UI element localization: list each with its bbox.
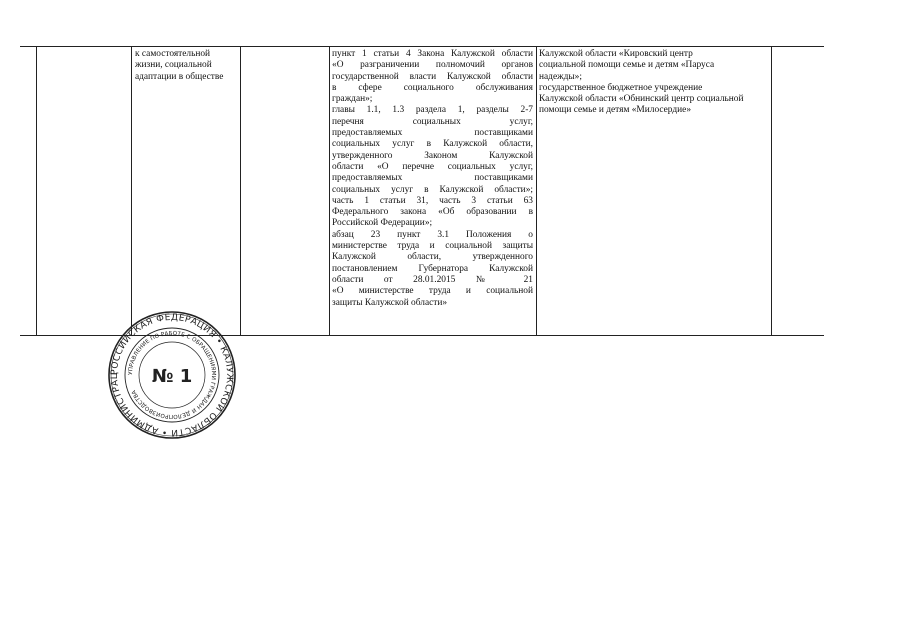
text-line: Калужской области «Обнинский центр социальной [539,94,744,105]
text-line: области от 28.01.2015 № 21 [332,274,533,285]
text-line: государственной власти Калужской области [332,71,533,82]
table-col-border [771,46,772,336]
text-line: жизни, социальной [135,60,212,71]
seal-number: № 1 [151,366,193,387]
text-line: предоставляемых поставщиками [332,128,533,139]
text-line: «О министерстве труда и социальной [332,286,533,297]
text-line: главы 1.1, 1.3 раздела 1, разделы 2-7 [332,105,533,116]
text-line: в сфере социального обслуживания [332,82,533,93]
text-line: граждан»; [332,94,373,105]
cell-institutions [539,49,771,117]
text-line: часть 1 статьи 31, часть 3 статьи 63 [332,195,533,206]
seal-outer-text: РОССИЙСКАЯ ФЕДЕРАЦИЯ • КАЛУЖСКОЙ ОБЛАСТИ • АДМИНИСТРАЦ [109,312,235,438]
text-line: постановлением Губернатора Калужской [332,263,533,274]
text-line: утвержденного Законом Калужской [332,150,533,161]
text-line: абзац 23 пункт 3.1 Положения о [332,229,533,240]
text-line: «О разграничении полномочий органов [332,60,533,71]
text-line: надежды»; [539,71,582,82]
text-line: адаптации в обществе [135,71,224,82]
table-col-border [240,46,241,336]
table-top-border [20,46,824,47]
text-line: государственное бюджетное учреждение [539,82,703,93]
official-seal [107,310,237,440]
text-line: перечня социальных услуг, [332,116,533,127]
seal-inner-text: УПРАВЛЕНИЕ ПО РАБОТЕ С ОБРАЩЕНИЯМИ ГРАЖДАН И ДЕЛОПРОИЗВОДСТВА [127,330,217,420]
text-line: пункт 1 статьи 4 Закона Калужской области [332,49,533,59]
table-col-border [36,46,37,336]
text-line: Калужской области, утвержденного [332,252,533,263]
text-line: предоставляемых поставщиками [332,173,533,184]
text-line: к самостоятельной [135,49,211,59]
text-line: социальных услуг в Калужской области»; [332,184,533,195]
table-col-border [536,46,537,336]
table-col-border [329,46,330,336]
text-line: социальной помощи семье и детям «Паруса [539,60,715,71]
cell-legal-basis [332,49,533,309]
text-line: помощи семье и детям «Милосердие» [539,105,692,116]
text-line: Российской Федерации»; [332,218,433,229]
cell-service-description [135,49,237,83]
text-line: социальных услуг в Калужской области, [332,139,533,150]
text-line: области «О перечне социальных услуг, [332,161,533,172]
text-line: защиты Калужской области» [332,297,448,308]
text-line: Калужской области «Кировский центр [539,49,693,59]
table-col-border [131,46,132,336]
text-line: министерстве труда и социальной защиты [332,241,533,252]
text-line: Федерального закона «Об образовании в [332,207,533,218]
